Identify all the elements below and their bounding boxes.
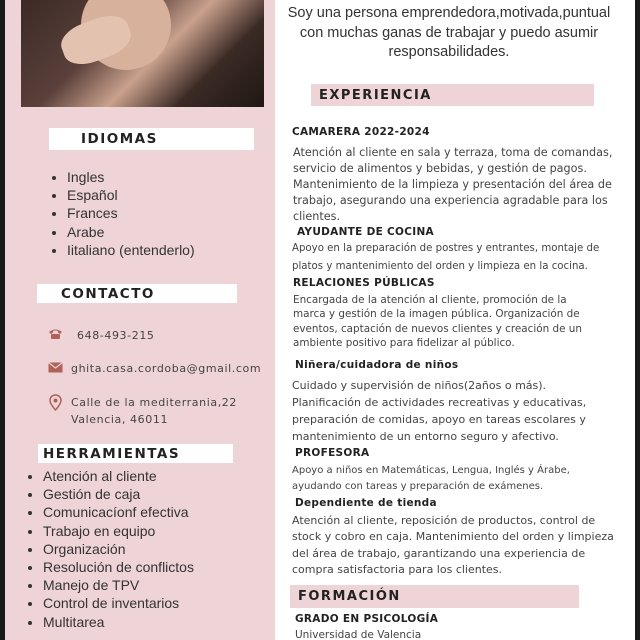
contacto-title: CONTACTO	[37, 284, 237, 303]
job-desc-ayudante: Apoyo en la preparación de postres y entrantes, montaje de platos y mantenimiento del orden y limpieza en la cocina.	[292, 243, 600, 272]
resume-page	[5, 0, 635, 640]
email-row	[47, 360, 261, 377]
job-desc-dependiente: Atención al cliente, reposición de productos, control de stock y cobro en caja. Mantenimiento del orden y limpieza del área de trabajo, garantizando una experiencia de compra satisfactoria para los clientes.	[292, 514, 614, 576]
job-title-profesora: PROFESORA	[295, 447, 370, 459]
email-address[interactable]: ghita.casa.cordoba@gmail.com	[71, 362, 262, 375]
formacion-title: FORMACIÓN	[290, 585, 579, 608]
list-item: • Multitarea	[43, 613, 194, 631]
location-pin-icon	[47, 394, 63, 411]
list-item: • Español	[67, 186, 195, 204]
list-item: • Iitaliano (entenderlo)	[67, 241, 195, 259]
list-item: • Control de inventarios	[43, 594, 194, 612]
job-desc-relaciones: Encargada de la atención al cliente, promoción de la marca y gestión de la imagen pública. Organización de eventos, captación de nuevos clientes y creación de un ambiente positivo para fidelizar al público.	[293, 294, 582, 349]
job-title-ayudante: AYUDANTE DE COCINA	[297, 226, 434, 238]
list-item: • Manejo de TPV	[43, 576, 194, 594]
envelope-icon	[47, 360, 63, 374]
job-title-ninera: Niñera/cuidadora de niños	[295, 359, 459, 371]
address-row	[47, 394, 237, 428]
list-item: • Arabe	[67, 223, 195, 241]
job-desc-profesora: Apoyo a niños en Matemáticas, Lengua, Inglés y Árabe, ayudando con tareas y preparación de exámenes.	[292, 465, 570, 492]
job-title-relaciones: RELACIONES PÚBLICAS	[293, 277, 435, 289]
experiencia-title: EXPERIENCIA	[311, 84, 594, 106]
list-item: • Comunicacíonf efectiva	[43, 503, 194, 521]
idiomas-list	[67, 168, 195, 259]
phone-row	[47, 327, 155, 344]
degree-school: Universidad de Valencia	[295, 629, 422, 640]
list-item: • Resolución de conflictos	[43, 558, 194, 576]
list-item: • Atención al cliente	[43, 467, 194, 485]
job-desc-camarera: Atención al cliente en sala y terraza, toma de comandas, servicio de alimentos y bebidas, y gestión de pagos. Mantenimiento de la limpieza y presentación del área de trabajo, asegurando una experiencia agradable para los clientes.	[293, 146, 613, 223]
sidebar	[5, 0, 275, 640]
list-item: • Trabajo en equipo	[43, 522, 194, 540]
herramientas-title: HERRAMIENTAS	[38, 444, 233, 463]
profile-photo	[21, 0, 264, 107]
phone-icon	[47, 327, 63, 341]
phone-number: 648-493-215	[77, 329, 155, 342]
list-item: • Ingles	[67, 168, 195, 186]
profile-summary: Soy una persona emprendedora,motivada,puntual con muchas ganas de trabajar y puedo asumir responsabilidades.	[287, 5, 611, 60]
herramientas-list	[43, 467, 194, 631]
list-item: • Frances	[67, 204, 195, 222]
idiomas-title: IDIOMAS	[49, 128, 254, 150]
address-line1: Calle de la mediterrania,22	[71, 396, 237, 409]
job-title-dependiente: Dependiente de tienda	[295, 497, 437, 509]
degree-title: GRADO EN PSICOLOGÍA	[295, 613, 439, 625]
job-title-camarera: CAMARERA 2022-2024	[292, 126, 430, 138]
list-item: • Organización	[43, 540, 194, 558]
job-desc-ninera: Cuidado y supervisión de niños(2años o más). Planificación de actividades recreativas y educativas, preparación de comidas, apoyo en tareas escolares y mantenimiento de un entorno seguro y afectivo.	[292, 379, 587, 443]
address-line2: Valencia, 46011	[71, 413, 169, 426]
list-item: • Gestión de caja	[43, 485, 194, 503]
